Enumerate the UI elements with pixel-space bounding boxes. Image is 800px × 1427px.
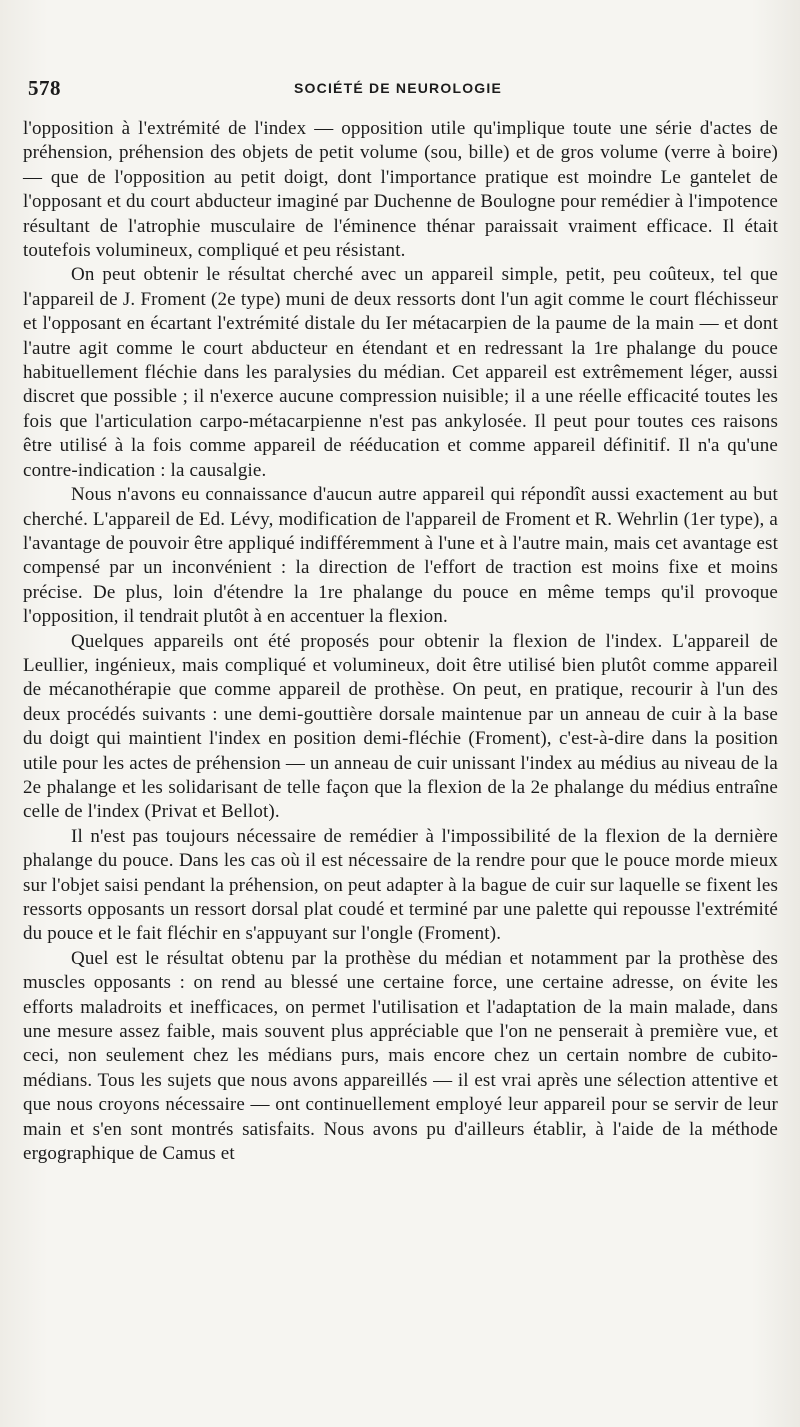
paragraph: Quelques appareils ont été proposés pour obtenir la flexion de l'index. L'appareil de Leullier, ingénieux, mais compliqué et volumineux, doit être utilisé bien plutôt comme appareil de mécanothérapie que comme appareil de prothèse. On peut, en pratique, recourir à l'un des deux procédés suivants : une demi-gouttière dorsale maintenue par un anneau de cuir à la base du doigt qui maintient l'index en position demi-fléchie (Froment), c'est-à-dire dans la position utile pour les actes de préhension — un anneau de cuir unissant l'index au médius au niveau de la 2e phalange et les solidarisant de telle façon que la flexion de la 2e phalange du médius entraîne celle de l'index (Privat et Bellot). xyxy=(23,630,778,823)
paragraph: Il n'est pas toujours nécessaire de remédier à l'impossibilité de la flexion de la dernière phalange du pouce. Dans les cas où il est nécessaire de la rendre pour que le pouce morde mieux sur l'objet saisi pendant la préhension, on peut adapter à la bague de cuir sur laquelle se fixent les ressorts opposants un ressort dorsal plat coudé et terminé par une palette qui repousse l'extrémité du pouce et le fait fléchir en s'appuyant sur l'ongle (Froment). xyxy=(23,825,778,945)
paragraph: l'opposition à l'extrémité de l'index — opposition utile qu'implique toute une série d'actes de préhension, préhension des objets de petit volume (sou, bille) et de gros volume (verre à boire) — que de l'opposition au petit doigt, dont l'importance pratique est moindre Le gantelet de l'opposant et du court abducteur imaginé par Duchenne de Boulogne pour remédier à l'impotence résultant de l'atrophie musculaire de l'éminence thénar paraissait vraiment efficace. Il était toutefois volumineux, compliqué et peu résistant. xyxy=(23,118,778,262)
paragraph: Quel est le résultat obtenu par la prothèse du médian et notamment par la prothèse des muscles opposants : on rend au blessé une certaine force, une certaine adresse, on évite les efforts maladroits et inefficaces, on permet l'utilisation et l'adaptation de la main malade, dans une mesure assez faible, mais souvent plus appréciable que l'on ne penserait à première vue, et ceci, non seulement chez les médians purs, mais encore chez un certain nombre de cubito-médians. Tous les sujets que nous avons appareillés — il est vrai après une sélection attentive et que nous croyons nécessaire — ont continuellement employé leur appareil pour se servir de leur main et s'en sont montrés satisfaits. Nous avons pu d'ailleurs établir, à l'aide de la méthode ergographique de Camus et xyxy=(23,947,778,1165)
body-text xyxy=(23,117,778,1166)
page-number: 578 xyxy=(28,76,61,100)
page-header xyxy=(28,76,768,104)
paragraph: On peut obtenir le résultat cherché avec un appareil simple, petit, peu coûteux, tel que l'appareil de J. Froment (2e type) muni de deux ressorts dont l'un agit comme le court fléchisseur et l'opposant en écartant l'extrémité distale du Ier métacarpien de la paume de la main — et dont l'autre agit comme le court abducteur en étendant et en redressant la 1re phalange du pouce habituellement fléchie dans les paralysies du médian. Cet appareil est extrêmement léger, aussi discret que possible ; il n'exerce aucune compression nuisible; il a une réelle efficacité toutes les fois que l'articulation carpo-métacarpienne n'est pas ankylosée. Il peut pour toutes ces raisons être utilisé à la fois comme appareil de rééducation et comme appareil définitif. Il n'a qu'une contre-indication : la causalgie. xyxy=(23,264,778,481)
running-title: SOCIÉTÉ DE NEUROLOGIE xyxy=(294,80,502,96)
paragraph: Nous n'avons eu connaissance d'aucun autre appareil qui répondît aussi exactement au but cherché. L'appareil de Ed. Lévy, modification de l'appareil de Froment et R. Wehrlin (1er type), a l'avantage de pouvoir être appliqué indifféremment à l'une et à l'autre main, mais cet avantage est compensé par un inconvénient : la direction de l'effort de traction est moins fixe et moins précise. De plus, loin d'étendre la 1re phalange du pouce en même temps qu'il provoque l'opposition, il tendrait plutôt à en accentuer la flexion. xyxy=(23,484,778,628)
